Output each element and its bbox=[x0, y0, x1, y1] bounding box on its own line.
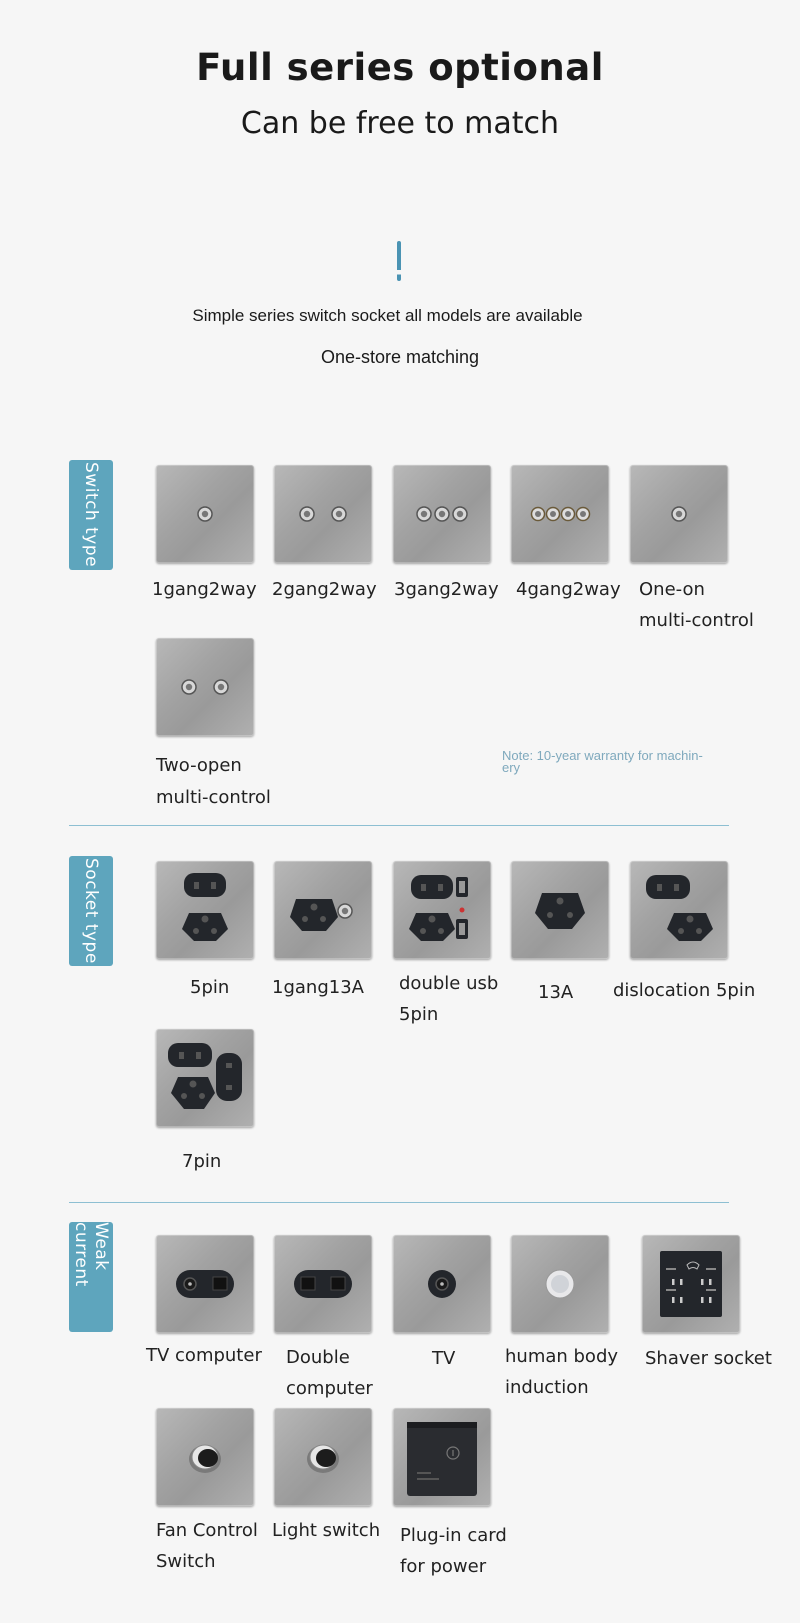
item-label-line2: 5pin bbox=[399, 1004, 439, 1025]
weak-shaver-socket[interactable] bbox=[642, 1235, 740, 1333]
page-subtitle: Can be free to match bbox=[240, 106, 560, 141]
item-label: 5pin bbox=[190, 977, 230, 998]
toggle-switch-2-icon bbox=[156, 638, 254, 736]
item-label-line2: multi-control bbox=[639, 610, 754, 631]
item-label: 2gang2way bbox=[272, 579, 377, 600]
item-label: 13A bbox=[538, 982, 574, 1003]
toggle-switch-3-icon bbox=[393, 465, 491, 563]
weak-tv-computer[interactable] bbox=[156, 1235, 254, 1333]
section-tab-socket-type bbox=[69, 856, 113, 966]
intro-line-1: Simple series switch socket all models are available bbox=[192, 306, 583, 325]
item-label-line2: induction bbox=[505, 1377, 589, 1398]
page-title: Full series optional bbox=[196, 46, 604, 89]
socket-13a-switched-icon bbox=[274, 861, 372, 959]
rotary-knob-icon bbox=[156, 1408, 254, 1506]
switch-two-open-multi-control[interactable] bbox=[156, 638, 254, 736]
item-label: Plug-in card bbox=[400, 1525, 507, 1546]
section-divider bbox=[69, 1202, 729, 1203]
weak-tv[interactable] bbox=[393, 1235, 491, 1333]
double-computer-socket-icon bbox=[274, 1235, 372, 1333]
accent-bar bbox=[397, 241, 401, 281]
item-label-line2: Switch bbox=[156, 1551, 216, 1572]
tv-computer-socket-icon bbox=[156, 1235, 254, 1333]
item-label: One-on bbox=[639, 579, 705, 600]
section-divider bbox=[69, 825, 729, 826]
socket-dislocation-5pin[interactable] bbox=[630, 861, 728, 959]
socket-7pin-icon bbox=[156, 1029, 254, 1127]
switch-3gang2way[interactable] bbox=[393, 465, 491, 563]
switch-1gang2way[interactable] bbox=[156, 465, 254, 563]
socket-5pin[interactable] bbox=[156, 861, 254, 959]
item-label: TV computer bbox=[146, 1345, 262, 1366]
item-label: dislocation 5pin bbox=[613, 980, 756, 1001]
switch-one-on-multi-control[interactable] bbox=[630, 465, 728, 563]
socket-5pin-icon bbox=[156, 861, 254, 959]
weak-human-body-induction[interactable] bbox=[511, 1235, 609, 1333]
toggle-switch-2-icon bbox=[274, 465, 372, 563]
socket-13a-icon bbox=[511, 861, 609, 959]
toggle-switch-4-icon bbox=[511, 465, 609, 563]
socket-1gang13a[interactable] bbox=[274, 861, 372, 959]
section-tab-switch-type bbox=[69, 460, 113, 570]
socket-dislocation-icon bbox=[630, 861, 728, 959]
item-label: Shaver socket bbox=[645, 1348, 772, 1369]
toggle-switch-1-icon bbox=[630, 465, 728, 563]
weak-plug-in-card[interactable] bbox=[393, 1408, 491, 1506]
item-label: Two-open bbox=[156, 755, 242, 776]
item-label: 3gang2way bbox=[394, 579, 499, 600]
socket-13a[interactable] bbox=[511, 861, 609, 959]
shaver-socket-icon bbox=[642, 1235, 740, 1333]
item-label: Double bbox=[286, 1347, 350, 1368]
intro-line-2: One-store matching bbox=[320, 347, 480, 367]
warranty-note bbox=[502, 750, 742, 774]
warranty-note-line1: Note: 10-year warranty for machin- bbox=[502, 748, 703, 763]
toggle-switch-1-icon bbox=[156, 465, 254, 563]
item-label: Light switch bbox=[272, 1520, 381, 1541]
switch-2gang2way[interactable] bbox=[274, 465, 372, 563]
section-tab-label: Weak current bbox=[71, 1222, 111, 1287]
item-label: TV bbox=[432, 1348, 456, 1369]
item-label: double usb bbox=[399, 973, 499, 994]
tv-socket-icon bbox=[393, 1235, 491, 1333]
switch-4gang2way[interactable] bbox=[511, 465, 609, 563]
section-tab-label: Socket type bbox=[81, 858, 101, 964]
warranty-note-line2: ery bbox=[502, 760, 521, 775]
socket-double-usb-5pin[interactable] bbox=[393, 861, 491, 959]
rotary-knob-icon bbox=[274, 1408, 372, 1506]
weak-fan-control-switch[interactable] bbox=[156, 1408, 254, 1506]
item-label: 1gang13A bbox=[272, 977, 364, 998]
weak-double-computer[interactable] bbox=[274, 1235, 372, 1333]
item-label-line2: for power bbox=[400, 1556, 487, 1577]
item-label: 7pin bbox=[182, 1151, 222, 1172]
weak-light-switch[interactable] bbox=[274, 1408, 372, 1506]
key-card-icon bbox=[393, 1408, 491, 1506]
socket-usb-icon bbox=[393, 861, 491, 959]
item-label: human body bbox=[505, 1346, 619, 1367]
socket-7pin[interactable] bbox=[156, 1029, 254, 1127]
item-label: Fan Control bbox=[156, 1520, 258, 1541]
item-label-line2: computer bbox=[286, 1378, 373, 1399]
section-tab-weak-current bbox=[69, 1222, 113, 1332]
item-label: 1gang2way bbox=[152, 579, 257, 600]
item-label-line2: multi-control bbox=[156, 787, 271, 808]
section-tab-label: Switch type bbox=[81, 462, 101, 568]
item-label: 4gang2way bbox=[516, 579, 621, 600]
motion-sensor-icon bbox=[511, 1235, 609, 1333]
